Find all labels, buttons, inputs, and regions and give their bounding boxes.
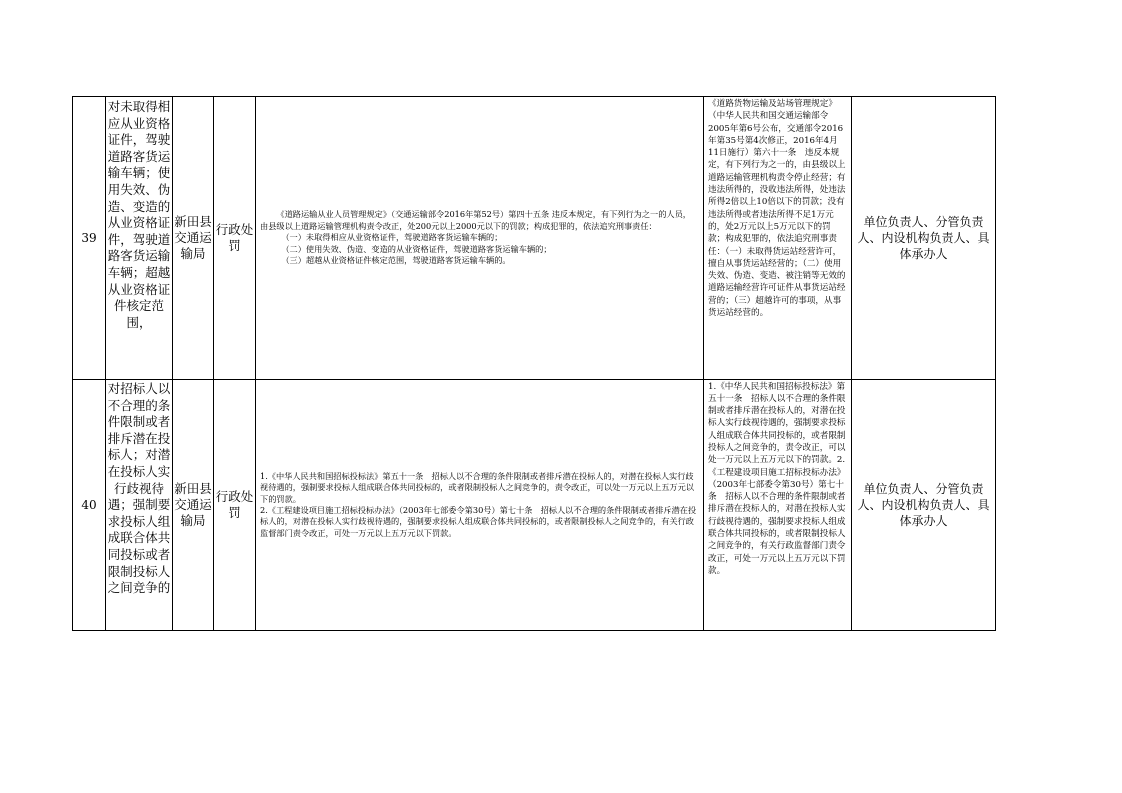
table-row	[73, 380, 996, 631]
legal-basis-secondary-text: 《道路货物运输及站场管理规定》（中华人民共和国交通运输部令2005年第6号公布，交通部令2016年第35号第4次修正，2016年4月11日施行）第六十一条 违反本规定，有下列行为之一的，由县级以上道路运输管理机构责令停止经营；有违法所得的，没收违法所得，处违法所得2倍以上10倍以下的罚款；没有违法所得或者违法所得不足1万元的，处2万元以上5万元以下的罚款；构成犯罪的，依法追究刑事责任：（一）未取得货运站经营许可，擅自从事货运站经营的；（二）使用失效、伪造、变造、被注销等无效的道路运输经营许可证件从事货运站经营的；（三）超越许可的事项，从事货运站经营的。	[708, 99, 846, 319]
penalty-item	[106, 380, 173, 631]
penalty-item	[106, 97, 173, 380]
penalty-item-text: 对招标人以不合理的条件限制或者排斥潜在投标人；对潜在投标人实行歧视待遇；强制要求投标人组成联合体共同投标或者限制投标人之间竞争的	[107, 381, 171, 596]
legal-basis-paragraph: 2.《工程建设项目施工招标投标办法》（2003年七部委令第30号）第七十条 招标人以不合理的条件限制或者排斥潜在投标人的，对潜在投标人实行歧视待遇的，强制要求投标人组成联合体共同投标的，或者限制投标人之间竞争的，有关行政监督部门责令改正，可处一万元以上五万元以下罚款。	[260, 505, 697, 538]
responsible-persons: 单位负责人、分管负责人、内设机构负责人、具体承办人	[852, 97, 996, 380]
penalty-table	[72, 96, 996, 631]
penalty-type: 行政处罚	[214, 380, 256, 631]
legal-basis	[256, 97, 704, 380]
row-number: 40	[73, 380, 106, 631]
legal-basis-secondary	[704, 380, 852, 631]
legal-basis-secondary-text: 1.《中华人民共和国招标投标法》第五十一条 招标人以不合理的条件限制或者排斥潜在投标人的，对潜在投标人实行歧视待遇的，强制要求投标人组成联合体共同投标的，或者限制投标人之间竞争的，责令改正，可以处一万元以上五万元以下的罚款。2.《工程建设项目施工招标投标办法》（2003年七部委令第30号）第七十条 招标人以不合理的条件限制或者排斥潜在投标人的，对潜在投标人实行歧视待遇的，强制要求投标人组成联合体共同投标的，或者限制投标人之间竞争的，有关行政监督部门责令改正，可处一万元以上五万元以下罚款。	[708, 381, 846, 576]
responsible-persons: 单位负责人、分管负责人、内设机构负责人、具体承办人	[852, 380, 996, 631]
legal-basis-secondary	[704, 97, 852, 380]
legal-basis-item: （二）使用失效、伪造、变造的从业资格证件，驾驶道路客货运输车辆的；	[281, 243, 552, 254]
table-row	[73, 97, 996, 380]
department: 新田县交通运输局	[173, 380, 214, 631]
penalty-type: 行政处罚	[214, 97, 256, 380]
department: 新田县交通运输局	[173, 97, 214, 380]
legal-basis	[256, 380, 704, 631]
legal-basis-paragraph: 1.《中华人民共和国招标投标法》第五十一条 招标人以不合理的条件限制或者排斥潜在投标人的，对潜在投标人实行歧视待遇的，强制要求投标人组成联合体共同投标的，或者限制投标人之间竞争的，责令改正，可以处一万元以上五万元以下的罚款。	[260, 470, 694, 504]
penalty-item-text: 对未取得相应从业资格证件，驾驶道路客货运输车辆；使用失效、伪造、变造的从业资格证件，驾驶道路客货运输车辆；超越从业资格证件核定范围，	[107, 99, 171, 330]
legal-basis-item: （一）未取得相应从业资格证件，驾驶道路客货运输车辆的；	[281, 232, 503, 243]
legal-basis-item: （三）超越从业资格证件核定范围，驾驶道路客货运输车辆的。	[281, 255, 511, 266]
row-number: 39	[73, 97, 106, 380]
legal-basis-intro: 《道路运输从业人员管理规定》（交通运输部令2016年第52号）第四十五条 违反本规定，有下列行为之一的人员，由县级以上道路运输管理机构责令改正，处200元以上2000元以下的罚款；构成犯罪的，依法追究刑事责任：	[260, 209, 691, 231]
